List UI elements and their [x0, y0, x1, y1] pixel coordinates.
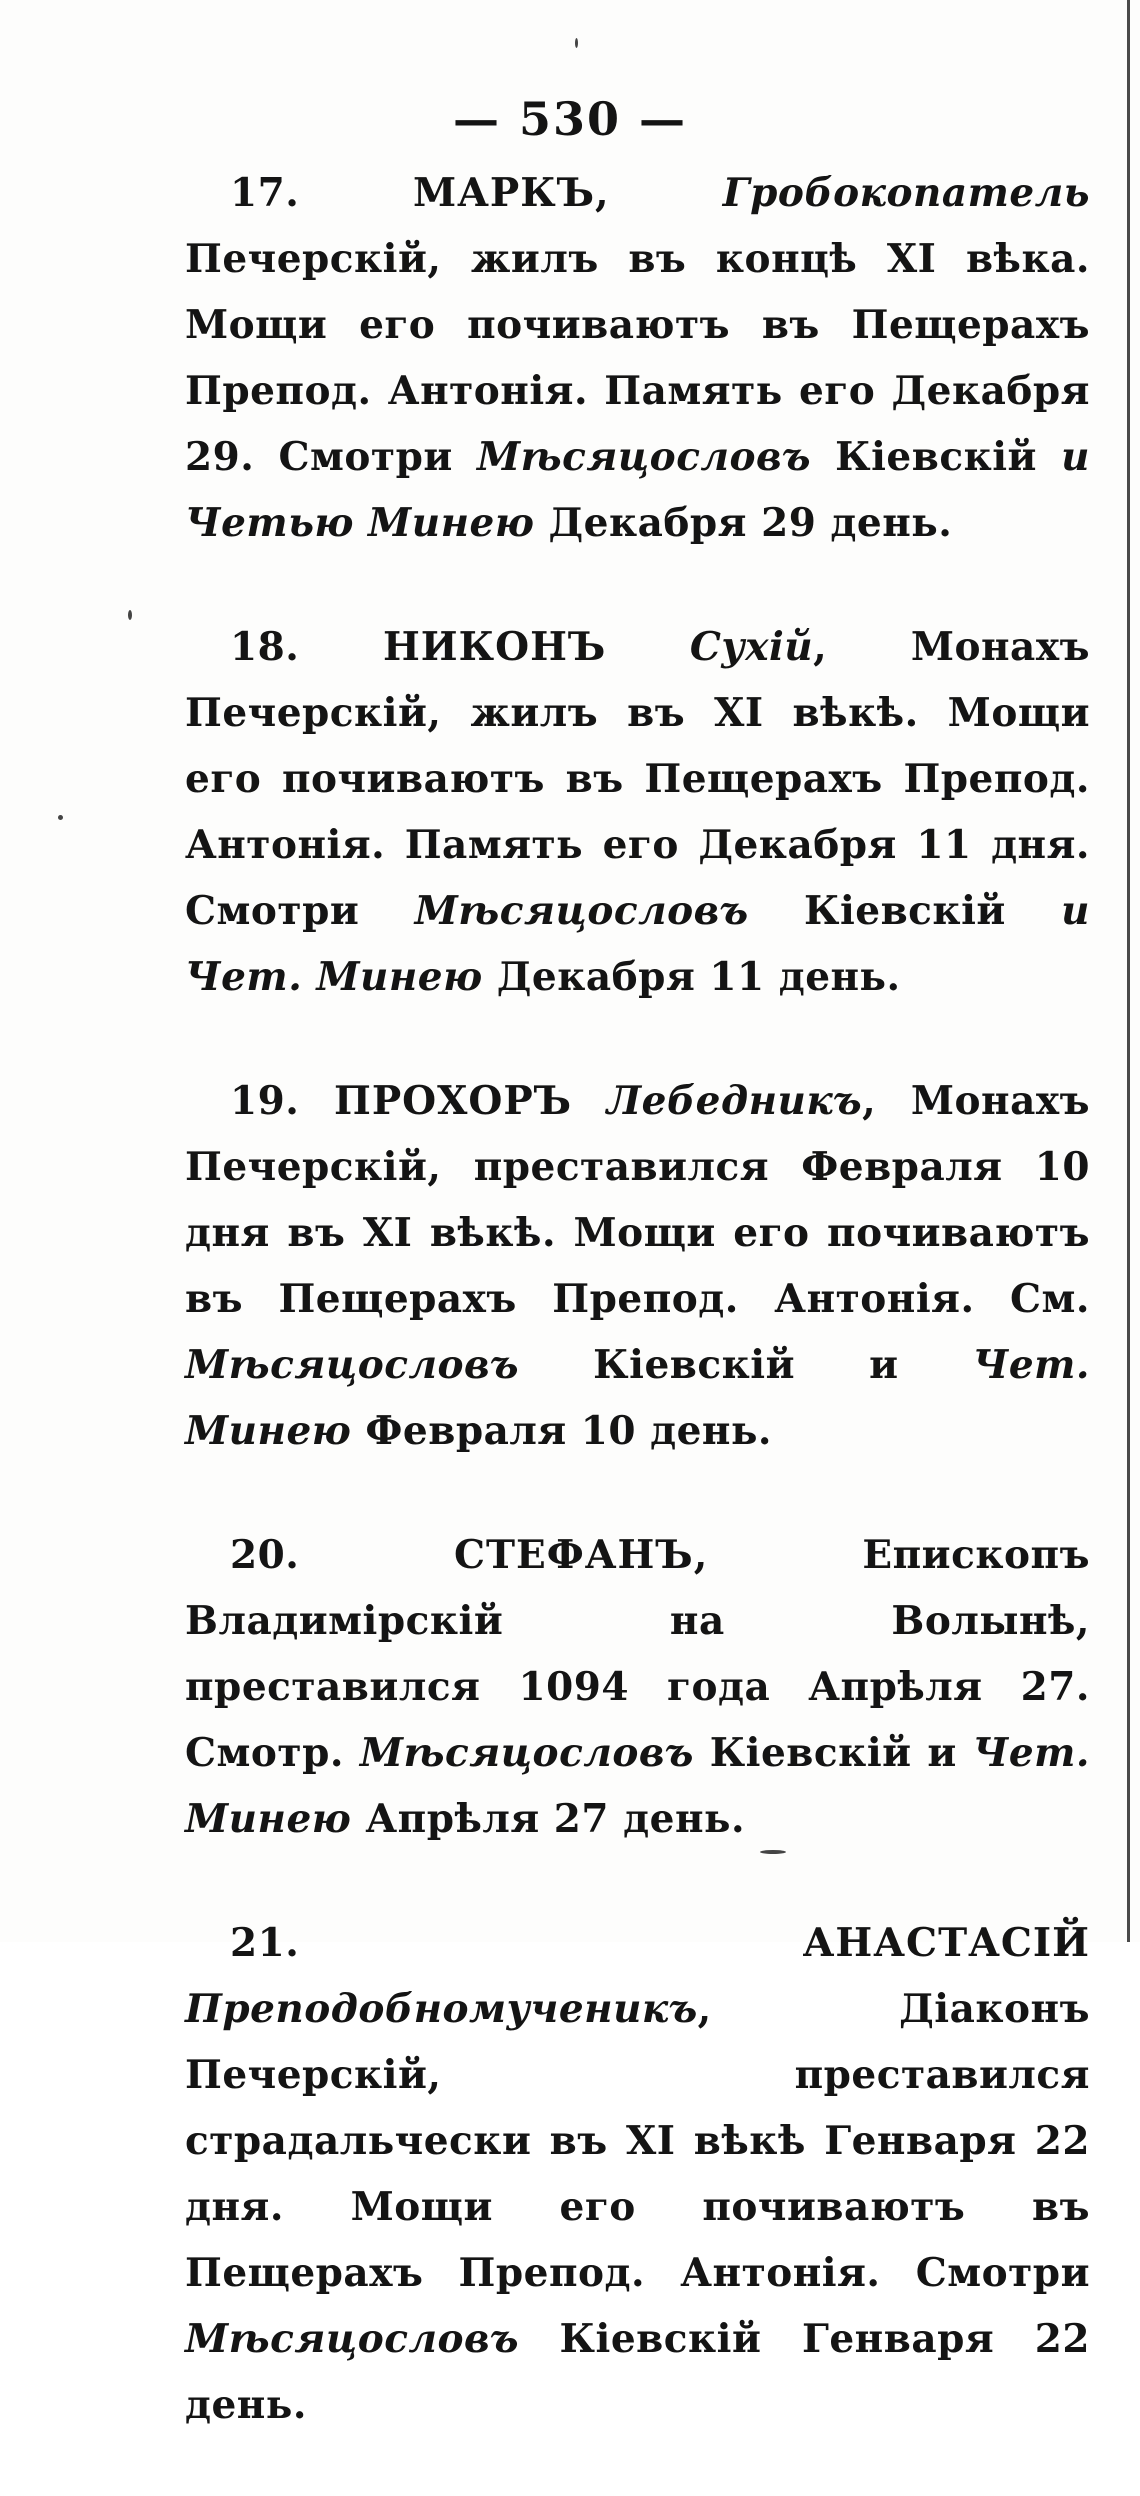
- entry-text: Кіевскій и: [693, 1730, 957, 1776]
- entry-20: [185, 1522, 1090, 1852]
- entry-italic: Мѣсяцословъ: [185, 1342, 520, 1388]
- entry-italic: Мѣсяцословъ: [185, 2316, 520, 2362]
- entry-italic: Чет. Минею: [185, 1342, 1090, 1454]
- entry-italic: Преподобномученикъ: [185, 1986, 698, 2032]
- entry-italic: Мѣсяцословъ: [414, 888, 749, 934]
- entry-text: Кіевскій и: [519, 1342, 899, 1388]
- scan-speck: [58, 815, 63, 820]
- entry-text: Декабря 29 день.: [534, 500, 953, 546]
- entry-italic: и Чет. Минею: [185, 888, 1091, 1000]
- entry-italic: Сухій: [689, 624, 814, 670]
- page-edge-line: [1127, 0, 1130, 1942]
- entry-text: , Монахъ Печерскій, преставился Февраля 10 дня въ XI вѣкѣ. Мощи его почиваютъ въ Пещерахъ Препод. Антонія. См.: [185, 1078, 1091, 1322]
- entry-text: Декабря 11 день.: [482, 954, 901, 1000]
- entry-number: 17.: [230, 170, 300, 216]
- entry-italic: Гробокопатель: [722, 170, 1091, 216]
- entry-list: [185, 160, 1090, 2496]
- entry-text: , Монахъ Печерскій, жилъ въ XI вѣкѣ. Мощи его почиваютъ въ Пещерахъ Препод. Антонія. Память его Декабря 11 дня. Смотри: [185, 624, 1090, 934]
- header-dash-right: —: [639, 92, 688, 146]
- entry-number: 18.: [230, 624, 300, 670]
- entry-name: ПРОХОРЪ: [334, 1078, 573, 1124]
- entry-number: 19.: [230, 1078, 300, 1124]
- entry-text: , Епископъ Владимірскій на Волынѣ, преставился 1094 года Апрѣля 27. Смотр.: [185, 1532, 1090, 1776]
- entry-text: Кіевскій: [748, 888, 1006, 934]
- header-dash-left: —: [452, 92, 501, 146]
- entry-17: [185, 160, 1090, 556]
- page-header: [0, 92, 1140, 146]
- scan-speck: [128, 610, 132, 620]
- entry-text: Печерскій, жилъ въ концѣ XI вѣка. Мощи его почиваютъ въ Пещерахъ Препод. Антонія. Память его Декабря 29. Смотри: [185, 236, 1090, 480]
- entry-name: МАРКЪ: [412, 170, 596, 216]
- entry-text: Февраля 10 день.: [351, 1408, 772, 1454]
- entry-number: 20.: [230, 1532, 300, 1578]
- entry-name: СТЕФАНЪ: [453, 1532, 694, 1578]
- entry-number: 21.: [230, 1920, 300, 1966]
- entry-text: Апрѣля 27 день.: [351, 1796, 746, 1842]
- page-number: 530: [518, 92, 622, 146]
- scan-speck: [575, 38, 578, 48]
- entry-italic: Лебедникъ: [606, 1078, 863, 1124]
- entry-text: Кіевскій Генваря 22 день.: [185, 2316, 1090, 2428]
- entry-text: Кіевскій: [810, 434, 1037, 480]
- entry-name: НИКОНЪ: [382, 624, 607, 670]
- entry-name: АНАСТАСІЙ: [802, 1920, 1090, 1966]
- scan-speck: [760, 1850, 786, 1854]
- entry-21: [185, 1910, 1090, 2438]
- entry-italic: Чет. Минею: [185, 1730, 1091, 1842]
- entry-italic: Мѣсяцословъ: [359, 1730, 694, 1776]
- entry-18: [185, 614, 1090, 1010]
- entry-text: , Діаконъ Печерскій, преставился страдальчески въ XI вѣкѣ Генваря 22 дня. Мощи его почиваютъ въ Пещерахъ Препод. Антонія. Смотри: [185, 1986, 1090, 2296]
- entry-italic: Мѣсяцословъ: [476, 434, 811, 480]
- entry-text: ,: [595, 170, 610, 216]
- entry-italic: и Четью Минею: [185, 434, 1090, 546]
- entry-19: [185, 1068, 1090, 1464]
